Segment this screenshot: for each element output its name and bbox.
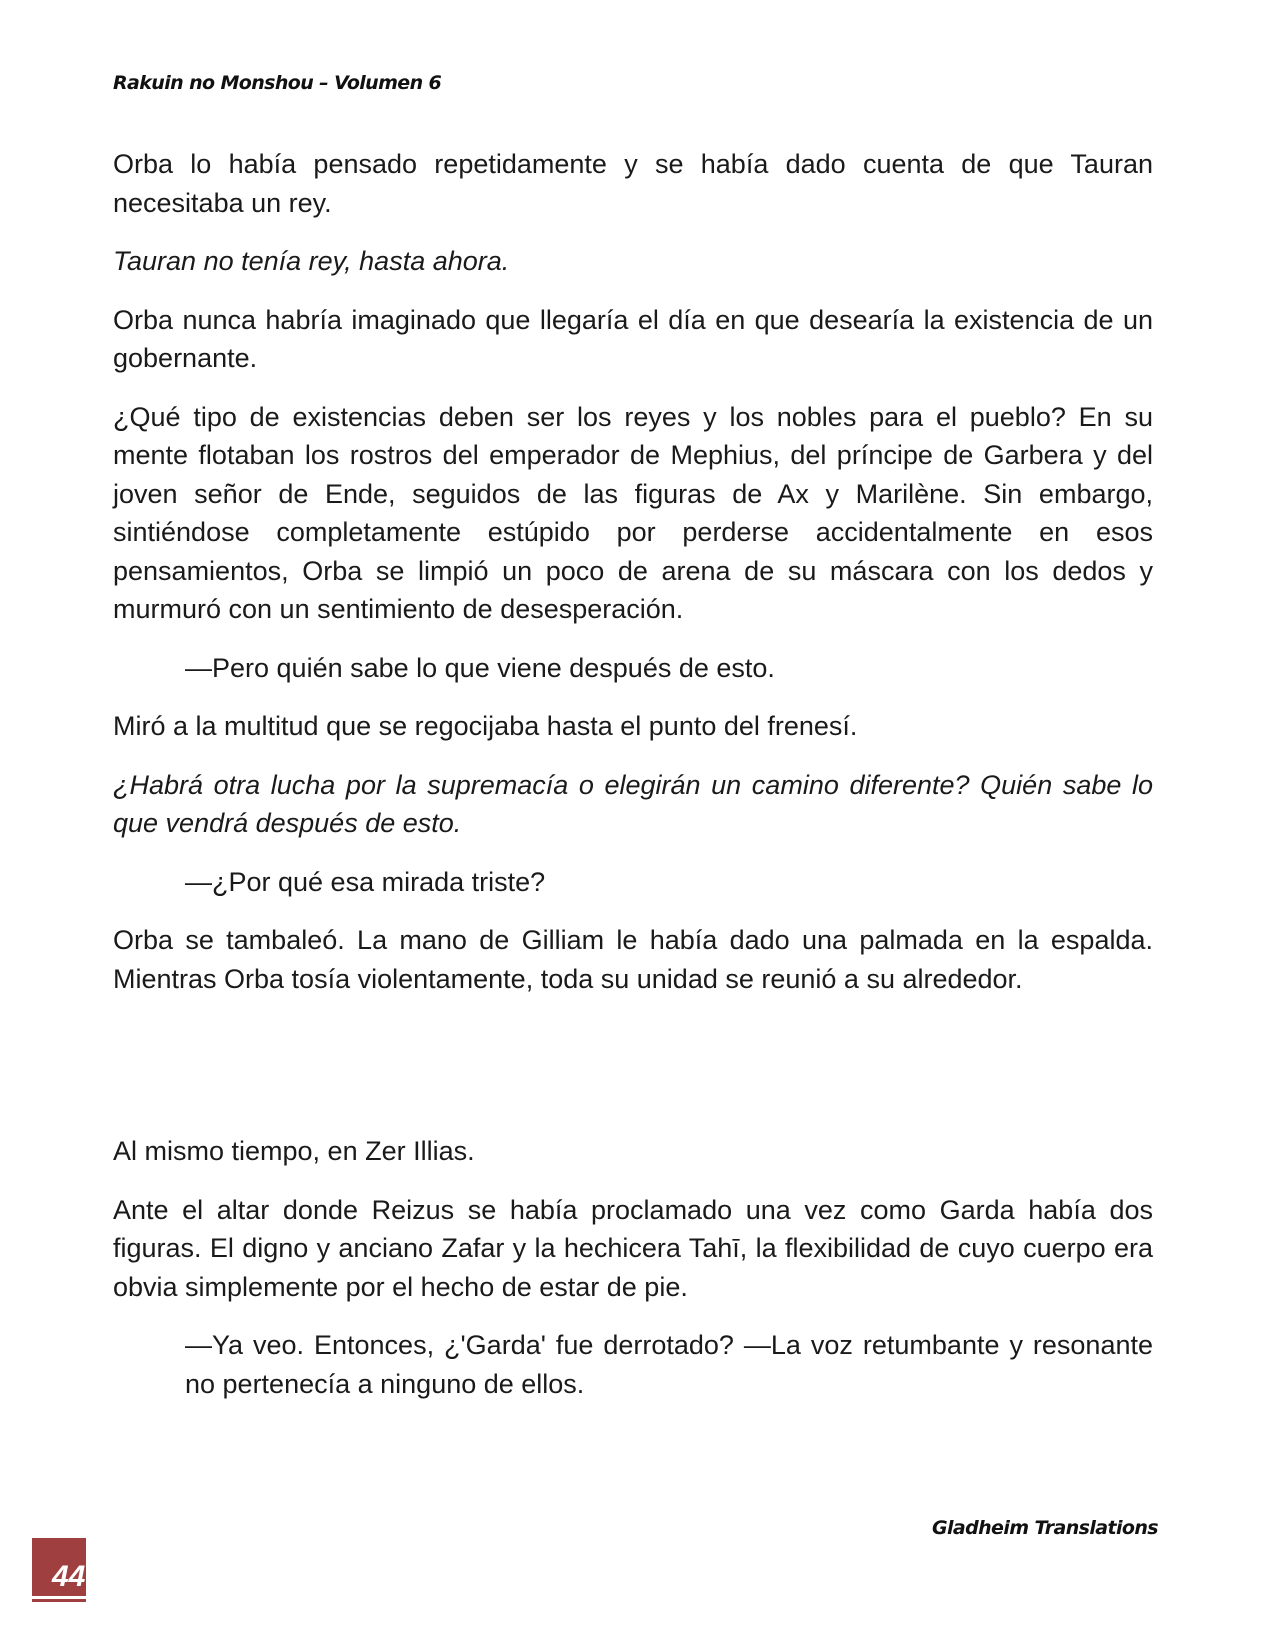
footer-credit: Gladheim Translations <box>932 1517 1158 1539</box>
dialogue-line: —¿Por qué esa mirada triste? <box>185 866 546 897</box>
paragraph-thought: Tauran no tenía rey, hasta ahora. <box>113 246 510 276</box>
paragraph: Ante el altar donde Reizus se había proclamado una vez como Garda había dos figuras. El digno y anciano Zafar y la hechicera Tahī, la flexibilidad de cuyo cuerpo era obvia simplemente por el hecho de estar de pie. <box>113 1194 1153 1302</box>
page-number: 44 <box>52 1560 86 1593</box>
paragraph: Miró a la multitud que se regocijaba hasta el punto del frenesí. <box>113 711 858 741</box>
running-header: Rakuin no Monshou – Volumen 6 <box>113 72 442 94</box>
paragraph: Orba se tambaleó. La mano de Gilliam le había dado una palmada en la espalda. Mientras Orba tosía violentamente, toda su unidad se reunió a su alrededor. <box>113 925 1153 994</box>
dialogue-line: —Pero quién sabe lo que viene después de esto. <box>185 652 775 683</box>
scene-break <box>113 1018 1153 1132</box>
paragraph: ¿Qué tipo de existencias deben ser los reyes y los nobles para el pueblo? En su mente flotaban los rostros del emperador de Mephius, del príncipe de Garbera y del joven señor de Ende, seguidos de las figuras de Ax y Marilène. Sin embargo, sintiéndose completamente estúpido por perderse accidentalmente en esos pensamientos, Orba se limpió un poco de arena de su máscara con los dedos y murmuró con un sentimiento de desesperación. <box>113 401 1153 624</box>
paragraph: Orba lo había pensado repetidamente y se había dado cuenta de que Tauran necesitaba un rey. <box>113 149 1153 218</box>
dialogue-line: —Ya veo. Entonces, ¿'Garda' fue derrotado? —La voz retumbante y resonante no pertenecía a ninguno de ellos. <box>185 1330 1153 1399</box>
paragraph: Al mismo tiempo, en Zer Illias. <box>113 1136 475 1166</box>
page-number-underline <box>32 1596 86 1599</box>
paragraph: Orba nunca habría imaginado que llegaría el día en que desearía la existencia de un gobernante. <box>113 304 1153 373</box>
page-body <box>113 145 1153 1423</box>
paragraph-thought: ¿Habrá otra lucha por la supremacía o elegirán un camino diferente? Quién sabe lo que vendrá después de esto. <box>113 769 1153 838</box>
